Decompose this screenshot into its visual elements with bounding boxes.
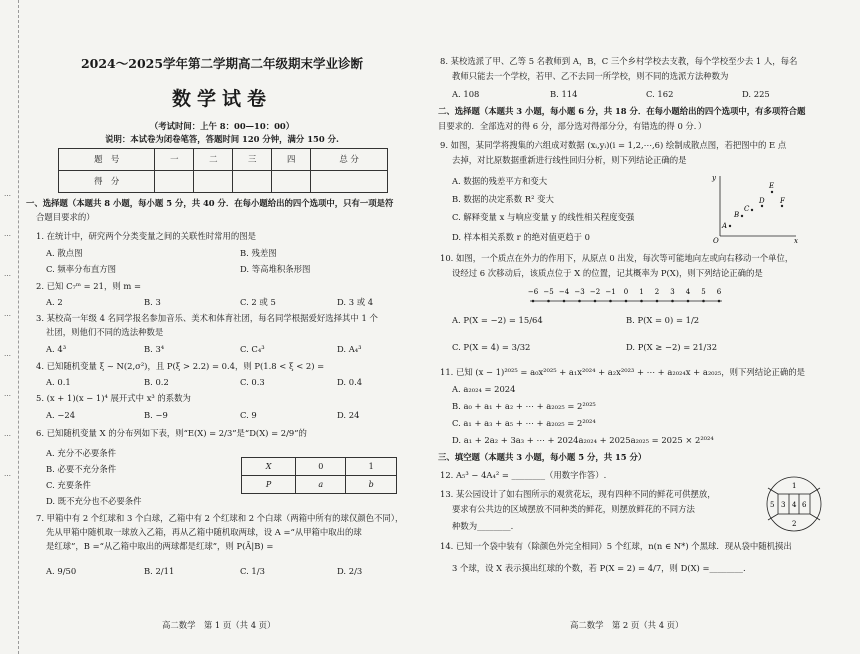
- q3-option-a: A. 4³: [46, 344, 67, 354]
- q7-stem-cont: 是红球”，B =“从乙箱中取出的两球都是红球”，则 P(Ā|B) =: [46, 541, 274, 551]
- point-d: [761, 205, 763, 207]
- q7-stem: 7. 甲箱中有 2 个红球和 3 个白球，乙箱中有 2 个红球和 2 个白球（两箱中所有的球仅颜色不同），: [36, 513, 404, 523]
- q2-option-a: A. 2: [46, 297, 63, 307]
- q10-option-d: D. P(X ≥ −2) = 21/32: [626, 342, 718, 352]
- q3-option-c: C. C₄³: [240, 344, 265, 354]
- number-line-label: −5: [543, 288, 554, 296]
- q6-option-b: B. 必要不充分条件: [46, 464, 117, 474]
- page-footer: 高二数学 第 1 页（共 4 页）: [162, 620, 276, 630]
- score-header-cell: 三: [233, 149, 272, 171]
- origin-label: O: [713, 237, 719, 244]
- q11-option-a: A. a₂₀₂₄ = 2024: [452, 384, 516, 394]
- q14-stem-cont: 3 个球，设 X 表示摸出红球的个数，若 P(X = 2) = 4/7，则 D(X) =________.: [452, 563, 746, 573]
- q2-option-b: B. 3: [144, 297, 161, 307]
- q11-option-b: B. a₀ + a₁ + a₂ + ⋯ + a₂₀₂₅ = 2²⁰²⁵: [452, 401, 596, 411]
- q13-stem: 13. 某公园设计了如右图所示的观赏花坛，现有四种不同的鲜花可供摆放，: [440, 489, 716, 499]
- q4-stem: 4. 已知随机变量 ξ ~ N(2,σ²)，且 P(ξ > 2.2) = 0.4，则 P(1.8 < ξ < 2) =: [36, 361, 325, 371]
- page-footer: 高二数学 第 2 页（共 4 页）: [570, 620, 684, 630]
- region-label: 6: [802, 501, 807, 509]
- subject-title: 数学试卷: [171, 88, 272, 110]
- margin-mark: …: [4, 270, 11, 278]
- q9-option-d: D. 样本相关系数 r 的绝对值更趋于 0: [452, 232, 590, 242]
- q2-stem: 2. 已知 C₇ᵐ = 21，则 m =: [36, 281, 141, 291]
- q8-option-a: A. 108: [452, 89, 480, 99]
- q10-option-a: A. P(X = −2) = 15/64: [452, 315, 543, 325]
- q7-stem-cont: 先从甲箱中随机取一球放入乙箱，再从乙箱中随机取两球，设 A =“从甲箱中取出的球: [46, 527, 362, 537]
- section3-heading: 三、填空题（本题共 3 小题，每小题 5 分，共 15 分）: [438, 452, 647, 462]
- number-line-tick: [656, 300, 659, 303]
- margin-mark: …: [4, 390, 11, 398]
- q3-option-d: D. A₄³: [337, 344, 362, 354]
- q5-option-c: C. 9: [240, 410, 257, 420]
- margin-mark: …: [4, 190, 11, 198]
- q1-option-c: C. 频率分布直方图: [46, 264, 117, 274]
- number-line-label: −6: [527, 288, 539, 296]
- number-line-label: −1: [605, 288, 616, 296]
- score-label-cell: 得 分: [59, 171, 155, 193]
- q9-stem: 9. 如图，某同学将搜集的六组成对数据 (xᵢ,yᵢ)(i = 1,2,⋯,6) 绘制成散点图，若把图中的 E 点: [440, 140, 787, 150]
- score-header-cell: 一: [155, 149, 194, 171]
- q9-option-b: B. 数据的决定系数 R² 变大: [452, 194, 554, 204]
- q14-stem: 14. 已知一个袋中装有（除颜色外完全相同）5 个红球，n(n ∈ N*) 个黑球．现从袋中随机摸出: [440, 541, 792, 551]
- binding-margin: [0, 0, 19, 654]
- number-line-tick: [563, 300, 566, 303]
- number-line-label: −2: [589, 288, 601, 296]
- q1-option-b: B. 残差图: [240, 248, 277, 258]
- point-b-label: B: [734, 211, 740, 219]
- dist-cell: 1: [346, 458, 397, 476]
- q6-option-a: A. 充分不必要条件: [46, 448, 116, 458]
- number-line-label: 0: [623, 288, 629, 296]
- q3-stem-cont: 社团，则他们不同的选法种数是: [46, 327, 164, 337]
- number-line-tick: [625, 300, 628, 303]
- q9-option-c: C. 解释变量 x 与响应变量 y 的线性相关程度变强: [452, 212, 635, 222]
- left-page: [0, 0, 428, 654]
- number-line-tick: [671, 300, 674, 303]
- number-line-label: 4: [685, 288, 691, 296]
- point-e-label: E: [769, 182, 775, 190]
- y-axis-label: y: [712, 174, 716, 182]
- dist-cell: P: [242, 476, 296, 494]
- q10-stem-cont: 设经过 6 次移动后，该质点位于 X 的位置，记其概率为 P(X)，则下列结论正确的是: [452, 268, 763, 278]
- q12-stem: 12. A₅³ − 4A₄² = ________（用数字作答）.: [440, 470, 607, 480]
- point-b: [741, 215, 743, 217]
- number-line-tick: [609, 300, 612, 303]
- region-label: 1: [792, 482, 797, 490]
- q1-stem: 1. 在统计中，研究两个分类变量之间的关联性时常用的图是: [36, 231, 257, 241]
- q10-option-b: B. P(X = 0) = 1/2: [626, 315, 700, 325]
- dist-cell: a: [296, 476, 346, 494]
- exam-note: 说明：本试卷为闭卷笔答，答题时间 120 分钟，满分 150 分.: [105, 134, 339, 144]
- q3-option-b: B. 3⁴: [144, 344, 165, 354]
- section1-heading: 一、选择题（本题共 8 小题，每小题 5 分，共 40 分．在每小题给出的四个选项中，只有一项是符: [26, 198, 394, 208]
- q10-option-c: C. P(X = 4) = 3/32: [452, 342, 531, 352]
- q13-stem-cont: 要求有公共边的区域摆放不同种类的鲜花，则摆放鲜花的不同方法: [452, 504, 695, 514]
- q1-option-d: D. 等高堆积条形图: [240, 264, 311, 274]
- score-header-cell: 四: [272, 149, 311, 171]
- margin-mark: …: [4, 230, 11, 238]
- q9-stem-cont: 去掉，对比原数据重新进行线性回归分析，则下列结论正确的是: [452, 155, 687, 165]
- point-a-label: A: [722, 222, 728, 230]
- q7-option-c: C. 1/3: [240, 566, 265, 576]
- q5-option-d: D. 24: [337, 410, 360, 420]
- q11-option-d: D. a₁ + 2a₂ + 3a₃ + ⋯ + 2024a₂₀₂₄ + 2025a₂₀₂₅ = 2025 × 2²⁰²⁴: [452, 435, 714, 445]
- number-line-tick: [594, 300, 597, 303]
- point-e: [771, 191, 773, 193]
- point-c-label: C: [744, 205, 750, 213]
- q8-stem: 8. 某校选派了甲、乙等 5 名教师到 A，B，C 三个乡村学校去支教，每个学校至少去 1 人，每名: [440, 56, 798, 66]
- q13-flowerbed-figure: [764, 474, 824, 534]
- q2-option-d: D. 3 或 4: [337, 297, 374, 307]
- dist-cell: 0: [296, 458, 346, 476]
- number-line-tick: [702, 300, 705, 303]
- number-line-tick: [640, 300, 643, 303]
- point-a: [729, 225, 731, 227]
- x-axis-label: x: [794, 237, 798, 244]
- number-line-label: 1: [639, 288, 644, 296]
- score-cell: [155, 171, 194, 193]
- score-cell: [272, 171, 311, 193]
- q4-option-a: A. 0.1: [46, 377, 71, 387]
- q8-stem-cont: 教师只能去一个学校，若甲、乙不去同一所学校，则不同的选派方法种数为: [452, 71, 729, 81]
- q10-number-line: [526, 284, 726, 308]
- q13-stem-cont: 种数为________.: [452, 521, 514, 531]
- section2-heading: 二、选择题（本题共 3 小题，每小题 6 分，共 18 分．在每小题给出的四个选项中，有多项符合题: [438, 106, 806, 116]
- q9-scatter-figure: [710, 172, 800, 244]
- q4-option-d: D. 0.4: [337, 377, 363, 387]
- exam-time: （考试时间：上午 8：00—10：00）: [149, 121, 295, 131]
- region-label: 4: [792, 501, 797, 509]
- q7-option-d: D. 2/3: [337, 566, 363, 576]
- right-page: [430, 0, 858, 654]
- number-line-label: 6: [716, 288, 722, 296]
- score-table: [58, 148, 388, 193]
- score-cell: [194, 171, 233, 193]
- score-cell: [233, 171, 272, 193]
- score-header-cell: 题 号: [59, 149, 155, 171]
- q8-option-c: C. 162: [646, 89, 674, 99]
- number-line-tick: [532, 300, 535, 303]
- q9-option-a: A. 数据的残差平方和变大: [452, 176, 548, 186]
- section1-heading-cont: 合题目要求的）: [36, 212, 95, 222]
- q6-distribution-table: [241, 457, 397, 494]
- q7-option-b: B. 2/11: [144, 566, 175, 576]
- margin-mark: …: [4, 430, 11, 438]
- q6-stem: 6. 已知随机变量 X 的分布列如下表，则“E(X) = 2/3”是“D(X) = 2/9”的: [36, 428, 307, 438]
- q11-option-c: C. a₁ + a₃ + a₅ + ⋯ + a₂₀₂₅ = 2²⁰²⁴: [452, 418, 596, 428]
- q6-option-d: D. 既不充分也不必要条件: [46, 496, 142, 506]
- number-line-tick: [578, 300, 581, 303]
- number-line-tick: [687, 300, 690, 303]
- number-line-tick: [547, 300, 550, 303]
- q8-option-d: D. 225: [742, 89, 770, 99]
- region-label: 3: [781, 501, 786, 509]
- q1-option-a: A. 散点图: [46, 248, 83, 258]
- q7-option-a: A. 9/50: [46, 566, 77, 576]
- section2-heading-cont: 目要求的．全部选对的得 6 分，部分选对得部分分，有错选的得 0 分．）: [438, 121, 707, 131]
- region-label: 2: [792, 520, 797, 528]
- region-label: 5: [770, 501, 775, 509]
- q2-option-c: C. 2 或 5: [240, 297, 276, 307]
- point-c: [751, 209, 753, 211]
- q5-stem: 5. (x + 1)(x − 1)⁴ 展开式中 x³ 的系数为: [36, 393, 191, 403]
- q3-stem: 3. 某校高一年级 4 名同学报名参加音乐、美术和体育社团，每名同学根据爱好选择其中 1 个: [36, 313, 378, 323]
- point-f: [781, 205, 783, 207]
- point-d-label: D: [759, 197, 765, 205]
- q5-option-b: B. −9: [144, 410, 168, 420]
- score-header-cell: 总 分: [311, 149, 388, 171]
- number-line-label: 2: [654, 288, 660, 296]
- exam-title: 2024～2025学年第二学期高二年级期末学业诊断: [80, 56, 364, 71]
- dist-cell: b: [346, 476, 397, 494]
- margin-mark: …: [4, 470, 11, 478]
- q5-option-a: A. −24: [46, 410, 76, 420]
- q8-option-b: B. 114: [550, 89, 578, 99]
- q4-option-b: B. 0.2: [144, 377, 169, 387]
- number-line-tick: [718, 300, 721, 303]
- score-cell: [311, 171, 388, 193]
- q11-stem: 11. 已知 (x − 1)²⁰²⁵ = a₀x²⁰²⁵ + a₁x²⁰²⁴ + a₂x²⁰²³ + ⋯ + a₂₀₂₄x + a₂₀₂₅，则下列结论正确的是: [440, 367, 806, 377]
- margin-mark: …: [4, 310, 11, 318]
- q6-option-c: C. 充要条件: [46, 480, 91, 490]
- number-line-label: 5: [701, 288, 706, 296]
- number-line-label: −4: [558, 288, 570, 296]
- q4-option-c: C. 0.3: [240, 377, 265, 387]
- number-line-label: −3: [574, 288, 585, 296]
- number-line-label: 3: [670, 288, 675, 296]
- margin-mark: …: [4, 350, 11, 358]
- point-f-label: F: [780, 197, 785, 205]
- score-header-cell: 二: [194, 149, 233, 171]
- dist-cell: X: [242, 458, 296, 476]
- q10-stem: 10. 如图，一个质点在外力的作用下，从原点 0 出发，每次等可能地向左或向右移动一个单位，: [440, 253, 794, 263]
